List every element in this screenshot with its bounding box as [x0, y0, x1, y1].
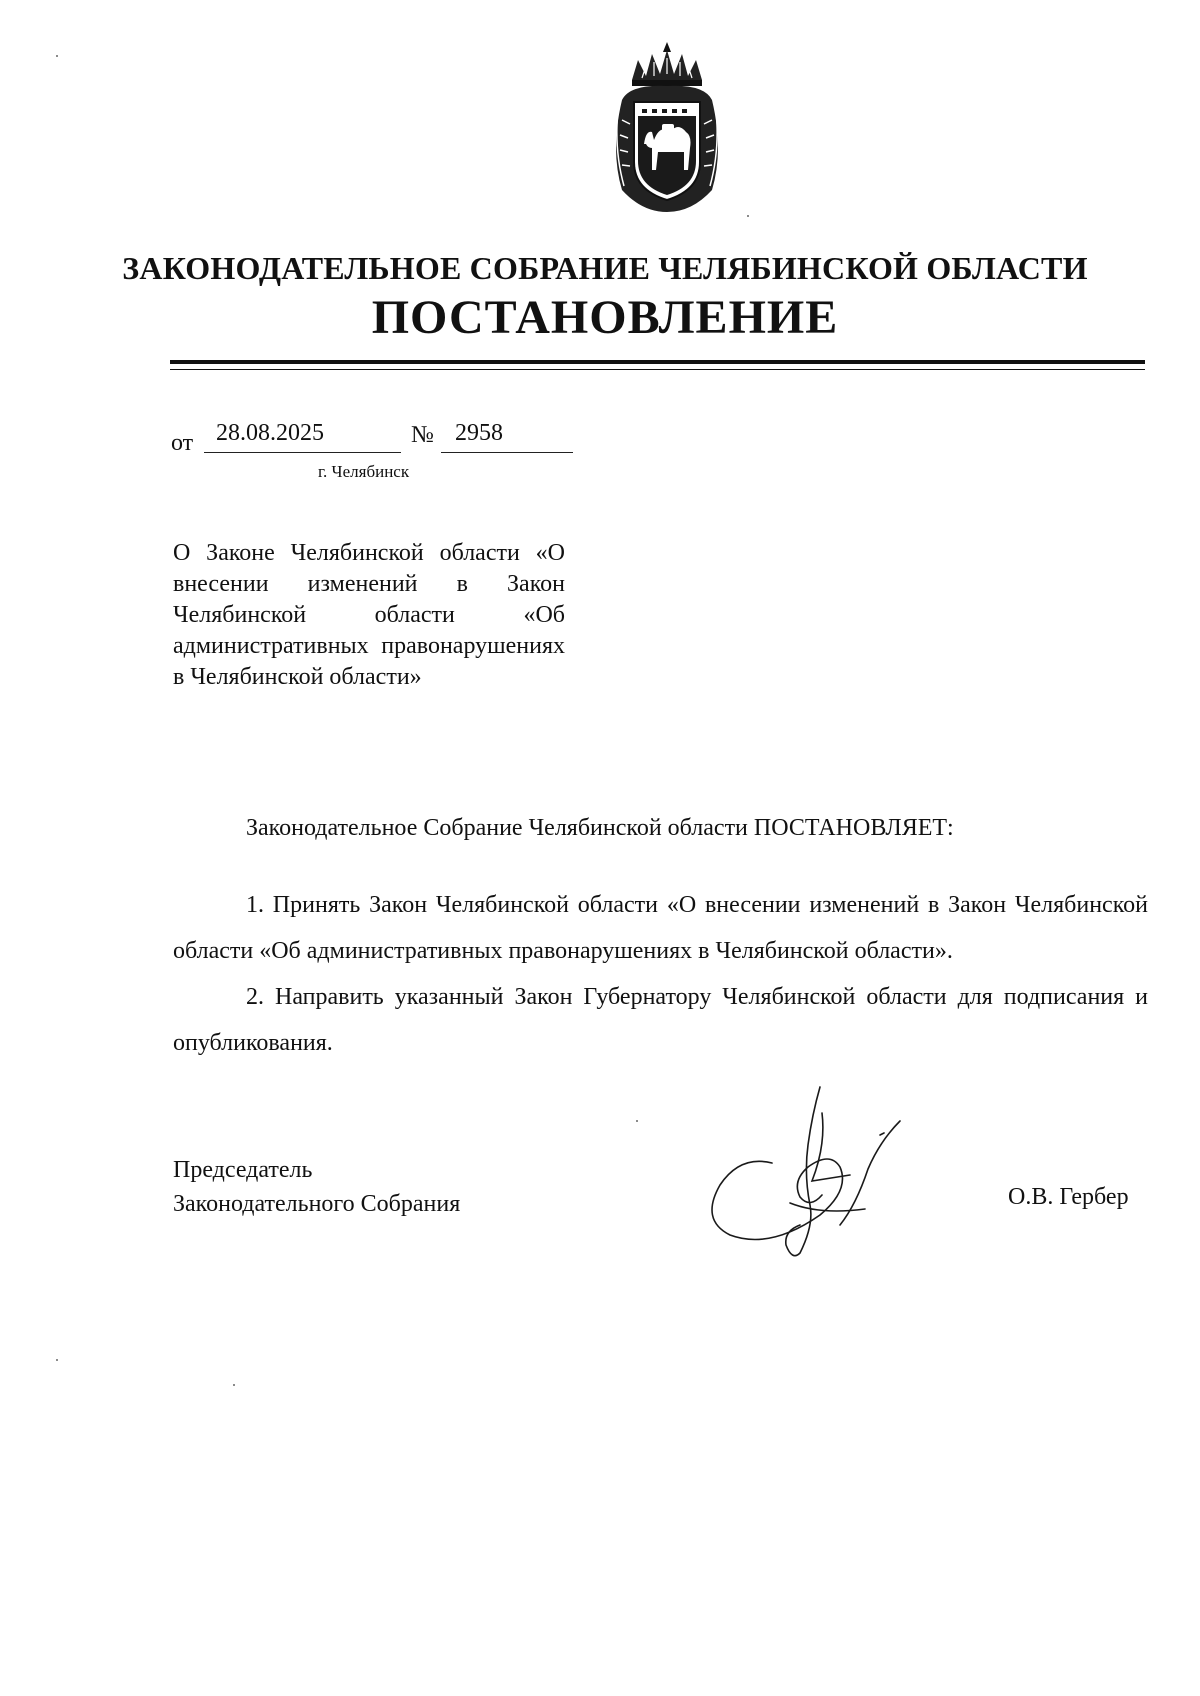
city-label: г. Челябинск	[318, 462, 410, 481]
scan-speck	[56, 1359, 58, 1361]
chelyabinsk-coat-of-arms-icon	[592, 40, 742, 215]
header-rule-thick	[170, 360, 1145, 364]
document-date: 28.08.2025	[216, 420, 324, 446]
signatory-role-line-2: Законодательного Собрания	[173, 1191, 461, 1217]
date-prefix: от	[171, 430, 194, 456]
document-type-heading: ПОСТАНОВЛЕНИЕ	[371, 291, 839, 344]
scan-speck	[233, 1384, 235, 1386]
header-rule-thin	[170, 369, 1145, 370]
scan-speck	[636, 1120, 638, 1122]
organization-title: ЗАКОНОДАТЕЛЬНОЕ СОБРАНИЕ ЧЕЛЯБИНСКОЙ ОБЛАСТИ	[122, 250, 1088, 286]
signatory-name: О.В. Гербер	[1008, 1184, 1129, 1210]
scan-speck	[747, 215, 749, 217]
document-subject: О Законе Челябинской области «О внесении изменений в Закон Челябинской области «Об административных правонарушениях в Челябинской области»	[173, 540, 565, 690]
number-underline	[441, 452, 573, 453]
number-prefix: №	[411, 422, 434, 448]
scan-speck	[56, 55, 58, 57]
date-underline	[204, 452, 401, 453]
signatory-role	[173, 1153, 460, 1221]
resolution-item-1: 1. Принять Закон Челябинской области «О внесении изменений в Закон Челябинской области «Об административных правонарушениях в Челябинской области».	[173, 892, 1148, 964]
signatory-role-line-1: Председатель	[173, 1157, 313, 1183]
resolves-line: Законодательное Собрание Челябинской области ПОСТАНОВЛЯЕТ:	[246, 815, 954, 841]
document-number: 2958	[455, 420, 503, 446]
resolution-item-2: 2. Направить указанный Закон Губернатору Челябинской области для подписания и опубликования.	[173, 984, 1148, 1056]
handwritten-signature	[700, 1085, 940, 1265]
